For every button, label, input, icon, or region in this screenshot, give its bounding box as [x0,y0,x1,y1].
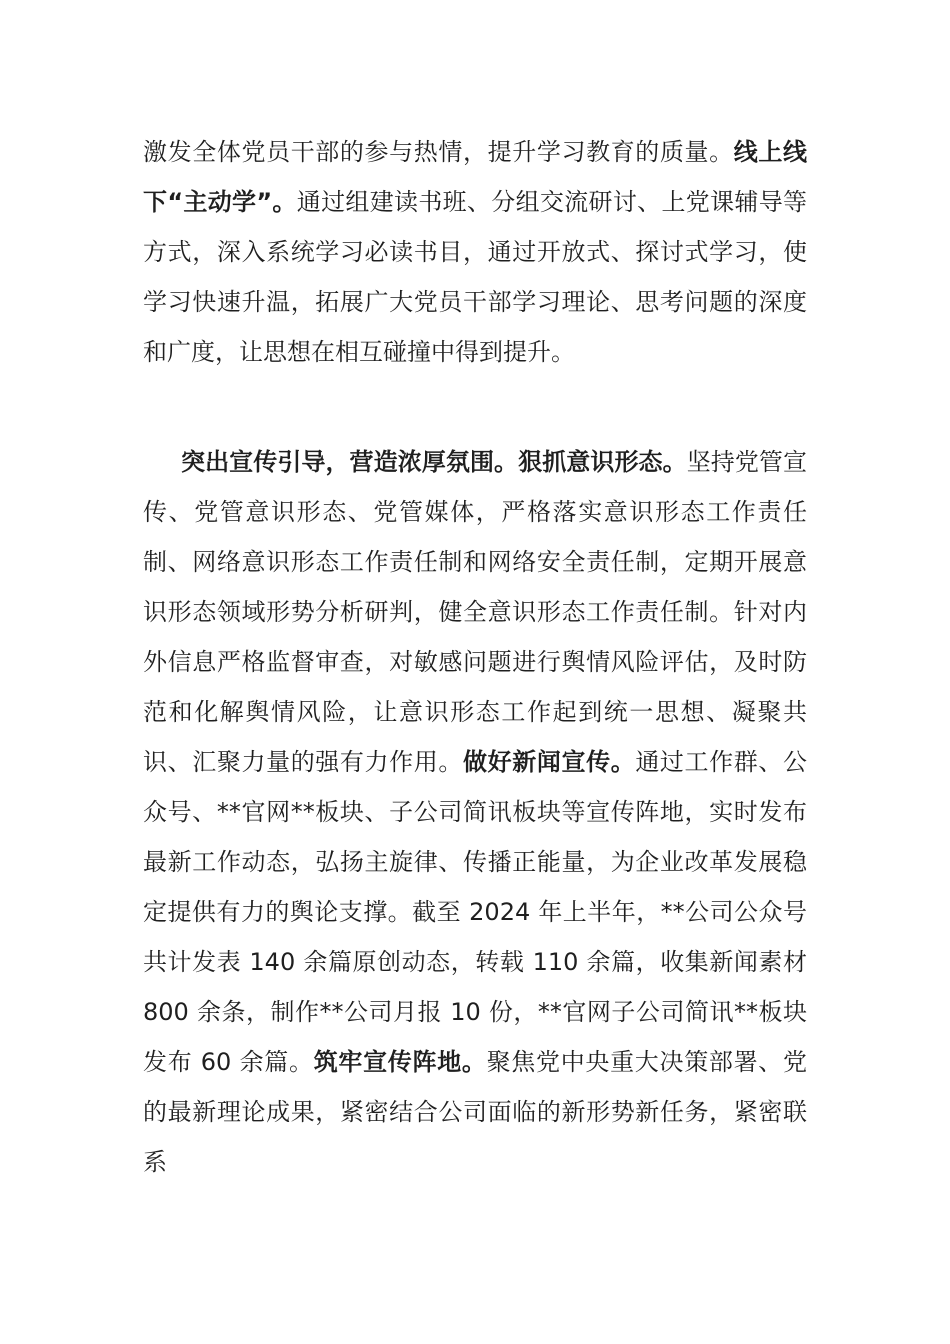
section-heading-publicity: 突出宣传引导，营造浓厚氛围。 [181,448,519,476]
paragraph-2-text [143,437,807,1187]
paragraph-1-text [143,127,807,377]
paragraph-2-text-3: 聚焦党中央重大决策部署、党的最新理论成果，紧密结合公司面临的新形势新任务，紧密联系 [143,1048,808,1176]
paragraph-1-text-2: 通过组建读书班、分组交流研讨、上党课辅导等方式，深入系统学习必读书目，通过开放式、探讨式学习，使学习快速升温，拓展广大党员干部学习理论、思考问题的深度和广度，让思想在相互碰撞中得到提升。 [143,188,808,366]
heading-news-publicity: 做好新闻宣传。 [463,748,636,776]
heading-ideology: 狠抓意识形态。 [518,448,687,476]
paragraph-2 [143,437,807,1187]
heading-publicity-front: 筑牢宣传阵地。 [313,1048,487,1076]
heading-online-offline: 线上线下“主动学”。 [143,138,808,216]
paragraph-1 [143,127,807,377]
paragraph-2-text-2: 通过工作群、公众号、**官网**板块、子公司简讯板块等宣传阵地，实时发布最新工作动态，弘扬主旋律、传播正能量，为企业改革发展稳定提供有力的舆论支撑。截至 2024 年上半年，**公司公众号共计发表 140 余篇原创动态，转载 110 余篇，收集新闻素材 800 余条，制作**公司月报 10 份，**官网子公司简讯**板块发布 60 余篇。 [143,748,808,1076]
paragraph-2-text-1: 坚持党管宣传、党管意识形态、党管媒体，严格落实意识形态工作责任制、网络意识形态工作责任制和网络安全责任制，定期开展意识形态领域形势分析研判，健全意识形态工作责任制。针对内外信息严格监督审查，对敏感问题进行舆情风险评估，及时防范和化解舆情风险，让意识形态工作起到统一思想、凝聚共识、汇聚力量的强有力作用。 [143,448,808,776]
paragraph-1-text-1: 激发全体党员干部的参与热情，提升学习教育的质量。 [143,138,734,166]
